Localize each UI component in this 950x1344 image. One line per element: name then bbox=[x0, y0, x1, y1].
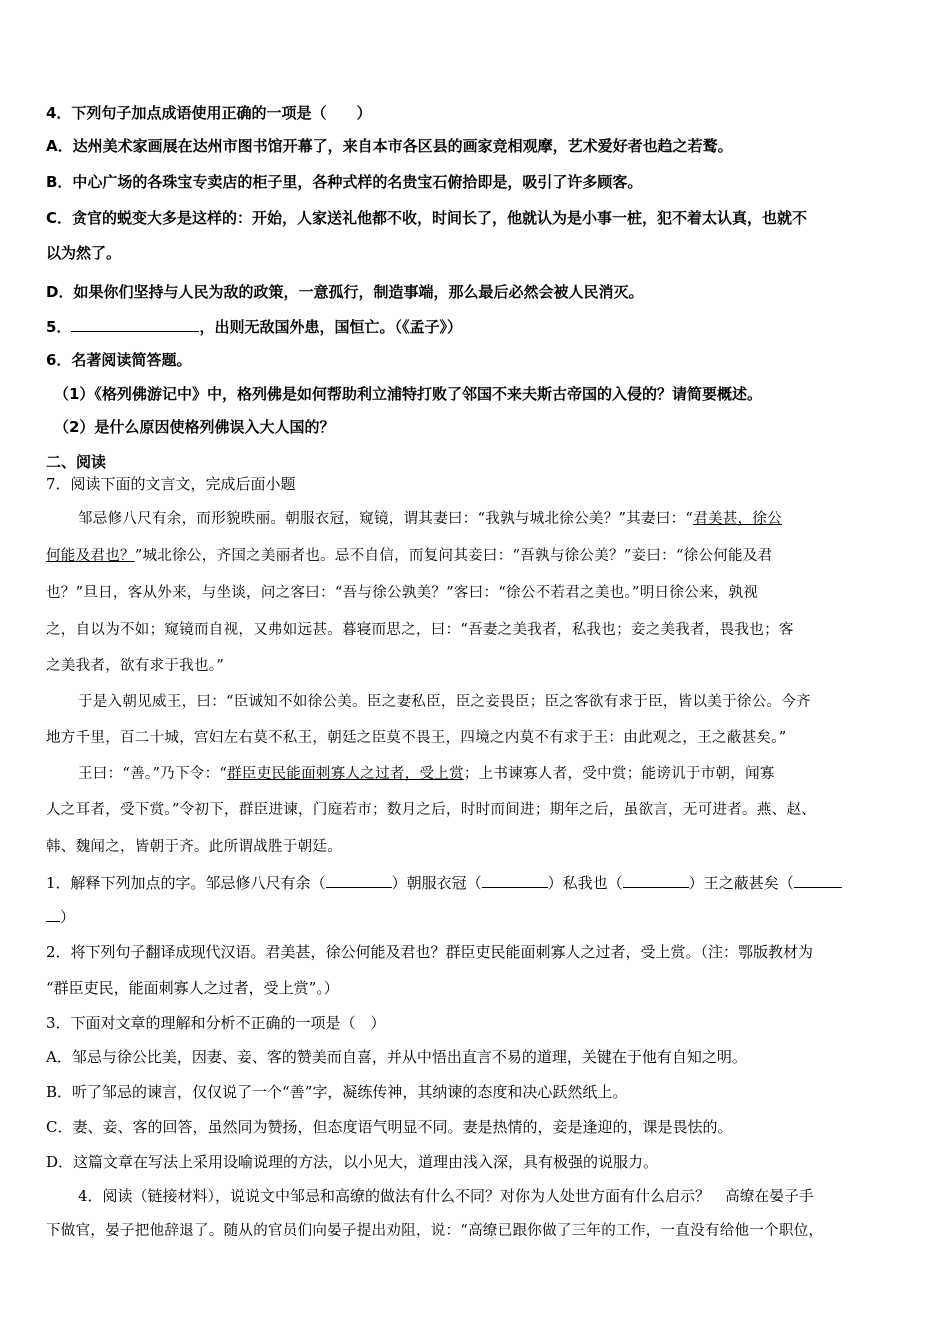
q5-number: 5． bbox=[46, 318, 72, 336]
passage-p1-line4: 之，自以为不如；窥镜而自视，又弗如远甚。暮寝而思之，曰：“吾妻之美我者，私我也；妾之美我者，畏我也；客 bbox=[46, 622, 794, 638]
passage-p1-line2: 何能及君也？”城北徐公，齐国之美丽者也。忌不自信，而复问其妾曰：“吾孰与徐公美？”妾曰：“徐公何能及君 bbox=[46, 548, 773, 564]
passage-p1-line3: 也？”旦日，客从外来，与坐谈，问之客曰：“吾与徐公孰美？”客曰：“徐公不若君之美也。”明日徐公来，孰视 bbox=[46, 585, 759, 601]
q4-stem: 4．下列句子加点成语使用正确的一项是（ ） bbox=[46, 104, 372, 122]
passage-p1-line5: 之美我者，欲有求于我也。” bbox=[46, 658, 225, 674]
passage-p3-line3: 韩、魏闻之，皆朝于齐。此所谓战胜于朝廷。 bbox=[46, 839, 342, 855]
blank-3[interactable] bbox=[623, 872, 689, 888]
blank-4[interactable] bbox=[794, 872, 842, 888]
q4-option-c-line2: 以为然了。 bbox=[46, 244, 122, 262]
sub-q4-line1: 4．阅读（链接材料），说说文中邹忌和高缭的做法有什么不同？对你为人处世方面有什么启示？ 高缭在晏子手 bbox=[78, 1187, 814, 1205]
sub-q3-stem: 3．下面对文章的理解和分析不正确的一项是（ ） bbox=[46, 1014, 386, 1032]
section-title: 二、阅读 bbox=[46, 453, 107, 471]
q4-option-d: D．如果你们坚持与人民为敌的政策，一意孤行，制造事端，那么最后必然会被人民消灭。 bbox=[46, 283, 644, 301]
sub-q4-line2: 下做官，晏子把他辞退了。随从的官员们向晏子提出劝阻，说：“高缭已跟你做了三年的工作，一直没有给他一个职位， bbox=[46, 1223, 824, 1239]
q5 bbox=[46, 316, 910, 337]
q4-option-a: A．达州美术家画展在达州市图书馆开幕了，来自本市各区县的画家竞相观摩，艺术爱好者也趋之若鹜。 bbox=[46, 137, 733, 155]
blank-1[interactable] bbox=[326, 872, 392, 888]
q6-sub2: （2）是什么原因使格列佛误入大人国的？ bbox=[54, 418, 335, 436]
q6-sub1: （1）《格列佛游记中》中，格列佛是如何帮助利立浦特打败了邻国不来夫斯古帝国的入侵的？请简要概述。 bbox=[54, 385, 762, 403]
sub-q3-option-a: A．邹忌与徐公比美，因妻、妾、客的赞美而自喜，并从中悟出直言不易的道理，关键在于他有自知之明。 bbox=[46, 1048, 747, 1066]
passage-p3-line1: 王曰：“善。”乃下令：“群臣吏民能面刺寡人之过者，受上赏；上书谏寡人者，受中赏；能谤讥于市朝，闻寡 bbox=[78, 766, 775, 782]
passage-p1-line1: 邹忌修八尺有余，而形貌昳丽。朝服衣冠，窥镜，谓其妻曰：“我孰与城北徐公美？”其妻曰：“君美甚，徐公 bbox=[78, 511, 782, 527]
blank-4-cont[interactable] bbox=[46, 906, 60, 922]
sub-q2-line1: 2．将下列句子翻译成现代汉语。君美甚，徐公何能及君也？群臣吏民能面刺寡人之过者，受上赏。（注：鄂版教材为 bbox=[46, 943, 814, 961]
sub-q3-option-d: D．这篇文章在写法上采用设喻说理的方法，以小见大，道理由浅入深，具有极强的说服力。 bbox=[46, 1153, 659, 1171]
q4-option-c-line1: C．贪官的蜕变大多是这样的：开始，人家送礼他都不收，时间长了，他就认为是小事一桩，犯不着太认真，也就不 bbox=[46, 209, 808, 227]
sub-q2-line2: “群臣吏民，能面刺寡人之过者，受上赏”。） bbox=[46, 979, 339, 997]
sub-q3-option-c: C．妻、妾、客的回答，虽然同为赞扬，但态度语气明显不同。妻是热情的，妾是逢迎的，课是畏怯的。 bbox=[46, 1118, 733, 1136]
q6-stem: 6．名著阅读简答题。 bbox=[46, 351, 192, 369]
q4-option-b: B．中心广场的各珠宝专卖店的柜子里，各种式样的名贵宝石俯拾即是，吸引了许多顾客。 bbox=[46, 173, 643, 191]
q5-text: ，出则无敌国外患，国恒亡。（《孟子》） bbox=[199, 318, 462, 336]
sub-q1-line2: ） bbox=[46, 906, 910, 927]
sub-q3-option-b: B．听了邹忌的谏言，仅仅说了一个“善”字，凝练传神，其纳谏的态度和决心跃然纸上。 bbox=[46, 1083, 628, 1101]
blank-2[interactable] bbox=[482, 872, 548, 888]
q5-blank[interactable] bbox=[71, 316, 199, 332]
q7-stem: 7．阅读下面的文言文，完成后面小题 bbox=[46, 475, 296, 493]
passage-p2-line1: 于是入朝见威王，曰：“臣诚知不如徐公美。臣之妻私臣，臣之妾畏臣；臣之客欲有求于臣，皆以美于徐公。今齐 bbox=[78, 694, 811, 710]
passage-p2-line2: 地方千里，百二十城，宫妇左右莫不私王，朝廷之臣莫不畏王，四境之内莫不有求于王：由此观之，王之蔽甚矣。” bbox=[46, 730, 787, 746]
passage-p3-line2: 人之耳者，受下赏。”令初下，群臣进谏，门庭若市；数月之后，时时而间进；期年之后，虽欲言，无可进者。燕、赵、 bbox=[46, 802, 817, 818]
sub-q1-line1: 1．解释下列加点的字。邹忌修八尺有余（ ）朝服衣冠（ ）私我也（ ）王之蔽甚矣（ bbox=[46, 872, 910, 893]
